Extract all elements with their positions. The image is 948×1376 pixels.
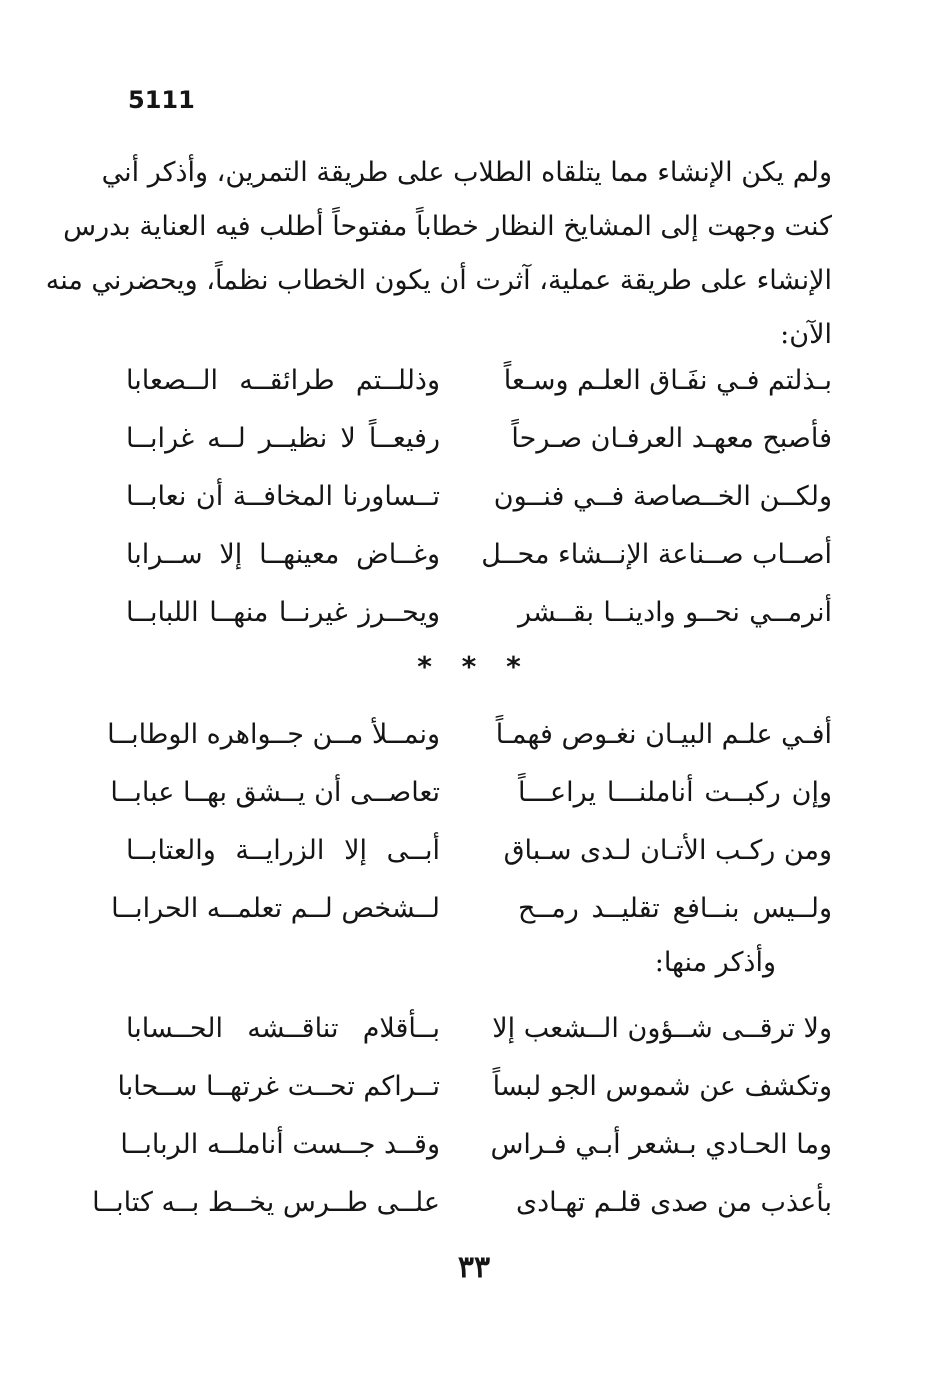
verse	[126, 584, 832, 642]
verse-second-hemistich: وغــاض معينهــا إلا ســرابا	[126, 539, 440, 570]
verse-second-hemistich: لــشخص لــم تعلمــه الحرابــا	[111, 893, 440, 924]
verse	[117, 1058, 832, 1116]
paragraph-line: الإنشاء على طريقة عملية، آثرت أن يكون الخطاب نظماً، ويحضرني منه	[45, 265, 832, 296]
verse-second-hemistich: ويحــرز غيرنــا منهــا اللبابــا	[126, 597, 440, 628]
verse-first-hemistich: أفـي علـم البيـان نغـوص فهمـاً	[495, 719, 832, 750]
verse-first-hemistich: ولا ترقــى شــؤون الــشعب إلا	[492, 1013, 832, 1044]
verse	[111, 880, 832, 938]
verse-first-hemistich: بأعذب من صدى قلـم تهـادى	[516, 1187, 832, 1218]
poem-block	[126, 352, 832, 642]
verse-second-hemistich: علــى طــرس يخــط بــه كتابــا	[92, 1187, 440, 1218]
verse	[126, 352, 832, 410]
paragraph-line: ولم يكن الإنشاء مما يتلقاه الطلاب على طريقة التمرين، وأذكر أني	[101, 157, 832, 188]
verse	[126, 468, 832, 526]
quote-intro: وأذكر منها:	[654, 947, 776, 978]
section-separator: * * *	[417, 650, 531, 683]
verse-first-hemistich: وتكشف عن شموس الجو لبساً	[492, 1071, 832, 1102]
verse-first-hemistich: ولكــن الخــصاصة فــي فنــون	[493, 481, 832, 512]
verse-second-hemistich: تعاصــى أن يــشق بهــا عبابــا	[110, 777, 440, 808]
page-code: 5111	[128, 86, 195, 114]
verse-second-hemistich: تــراكم تحــت غرتهــا ســحابا	[117, 1071, 440, 1102]
verse	[126, 526, 832, 584]
verse-second-hemistich: بــأقلام تناقــشه الحــسابا	[126, 1013, 440, 1044]
verse	[107, 706, 832, 764]
verse	[126, 1000, 832, 1058]
verse	[120, 1116, 832, 1174]
verse-first-hemistich: بـذلتم فـي نفَـاق العلـم وسـعاً	[503, 365, 832, 396]
page-number: ٣٣	[457, 1250, 491, 1285]
verse	[126, 822, 832, 880]
verse-second-hemistich: رفيعــاً لا نظيــر لــه غرابــا	[126, 423, 440, 454]
paragraph	[45, 146, 832, 362]
paragraph-line: كنت وجهت إلى المشايخ النظار خطاباً مفتوحاً أطلب فيه العناية بدرس	[63, 211, 832, 242]
verse	[126, 410, 832, 468]
verse-first-hemistich: ومن ركـب الأتـان لـدى سـباق	[503, 835, 832, 866]
verse-first-hemistich: أنرمــي نحــو وادينــا بقــشر	[518, 597, 832, 628]
verse-second-hemistich: أبــى إلا الزرايــة والعتابــا	[126, 835, 440, 866]
poem-block	[107, 706, 832, 938]
verse-second-hemistich: وذللــتم طرائقــه الــصعابا	[126, 365, 440, 396]
verse-first-hemistich: وما الحـادي بـشعر أبـي فـراس	[490, 1129, 832, 1160]
verse-second-hemistich: تــساورنا المخافــة أن نعابــا	[126, 481, 440, 512]
verse-second-hemistich: وقــد جــست أناملــه الربابــا	[120, 1129, 440, 1160]
verse-first-hemistich: وإن ركبــت أناملنـــا يراعـــاً	[518, 777, 832, 808]
verse	[92, 1174, 832, 1232]
verse-first-hemistich: ولــيس بنــافع تقليــد رمــح	[518, 893, 832, 924]
verse-first-hemistich: فأصبح معهـد العرفـان صـرحاً	[511, 423, 832, 454]
paragraph-line: الآن:	[780, 319, 832, 350]
poem-block	[92, 1000, 832, 1232]
verse-first-hemistich: أصــاب صــناعة الإنــشاء محــل	[481, 539, 832, 570]
verse	[110, 764, 832, 822]
verse-second-hemistich: ونمــلأ مــن جــواهره الوطابــا	[107, 719, 440, 750]
